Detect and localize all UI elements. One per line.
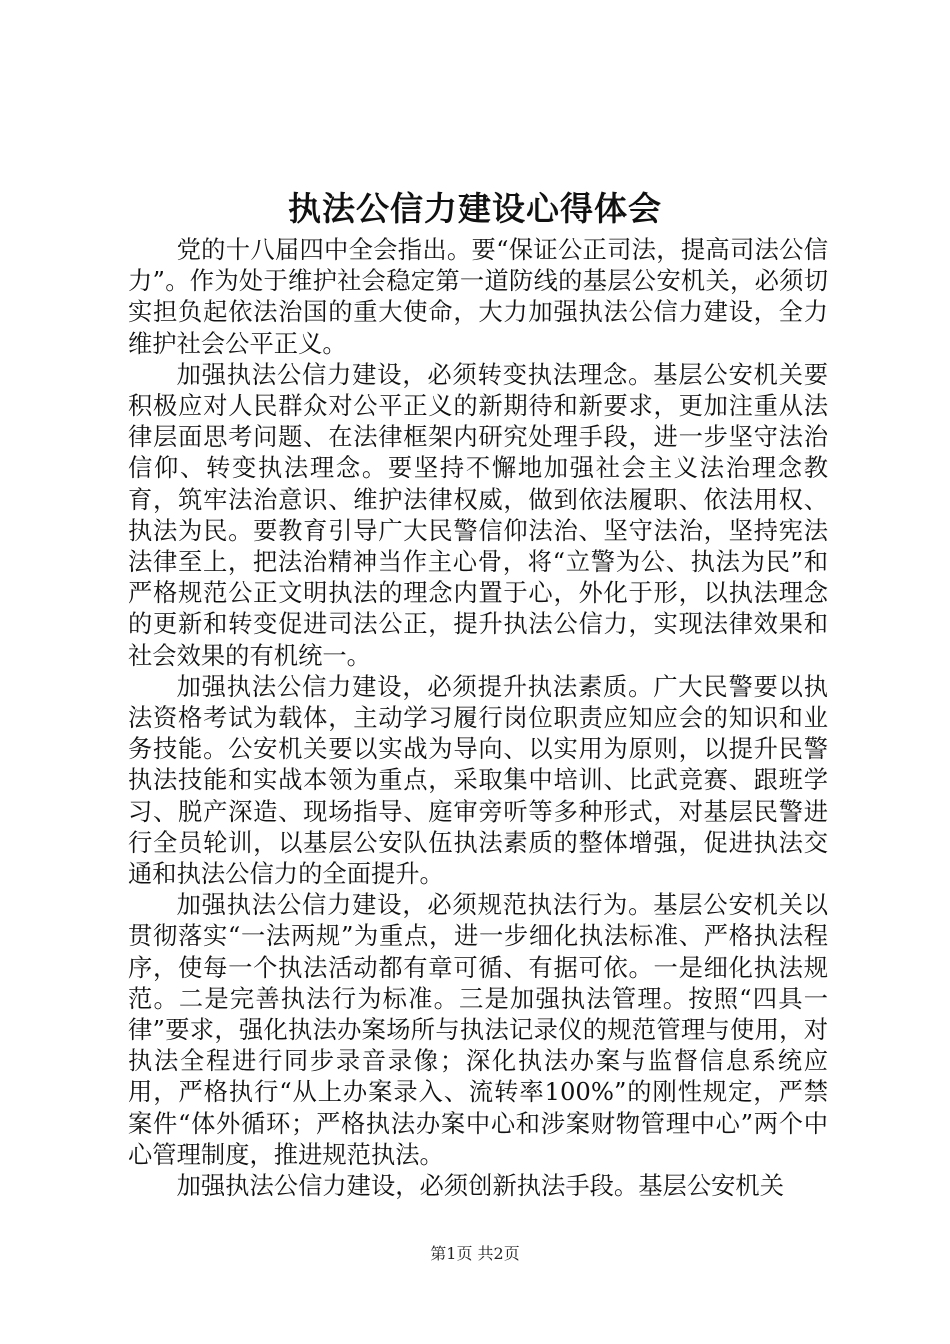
paragraph: 加强执法公信力建设，必须创新执法手段。基层公安机关	[176, 1171, 785, 1201]
paragraph: 党的十八届四中全会指出。要“保证公正司法，提高司法公信力”。作为处于维护社会稳定第一道防线的基层公安机关，必须切实担负起依法治国的重大使命，大力加强执法公信力建设，全力维护社会公平正义。	[128, 235, 828, 358]
paragraph: 加强执法公信力建设，必须转变执法理念。基层公安机关要积极应对人民群众对公平正义的新期待和新要求，更加注重从法律层面思考问题、在法律框架内研究处理手段，进一步坚守法治信仰、转变执法理念。要坚持不懈地加强社会主义法治理念教育，筑牢法治意识、维护法律权威，做到依法履职、依法用权、执法为民。要教育引导广大民警信仰法治、坚守法治，坚持宪法法律至上，把法治精神当作主心骨，将“立警为公、执法为民”和严格规范公正文明执法的理念内置于心，外化于形，以执法理念的更新和转变促进司法公正，提升执法公信力，实现法律效果和社会效果的有机统一。	[128, 359, 828, 670]
paragraph: 加强执法公信力建设，必须规范执法行为。基层公安机关以贯彻落实“一法两规”为重点，进一步细化执法标准、严格执法程序，使每一个执法活动都有章可循、有据可依。一是细化执法规范。二是完善执法行为标准。三是加强执法管理。按照“四具一律”要求，强化执法办案场所与执法记录仪的规范管理与使用，对执法全程进行同步录音录像；深化执法办案与监督信息系统应用，严格执行“从上办案录入、流转率100%”的刚性规定，严禁案件“体外循环；严格执法办案中心和涉案财物管理中心”两个中心管理制度，推进规范执法。	[128, 890, 828, 1169]
document-body	[128, 234, 828, 1201]
document-title: 执法公信力建设心得体会	[288, 189, 662, 228]
paragraph: 加强执法公信力建设，必须提升执法素质。广大民警要以执法资格考试为载体，主动学习履行岗位职责应知应会的知识和业务技能。公安机关要以实战为导向、以实用为原则，以提升民警执法技能和实战本领为重点，采取集中培训、比武竞赛、跟班学习、脱产深造、现场指导、庭审旁听等多种形式，对基层民警进行全员轮训，以基层公安队伍执法素质的整体增强，促进执法交通和执法公信力的全面提升。	[128, 671, 828, 889]
page-footer: 第1页 共2页	[430, 1244, 520, 1263]
